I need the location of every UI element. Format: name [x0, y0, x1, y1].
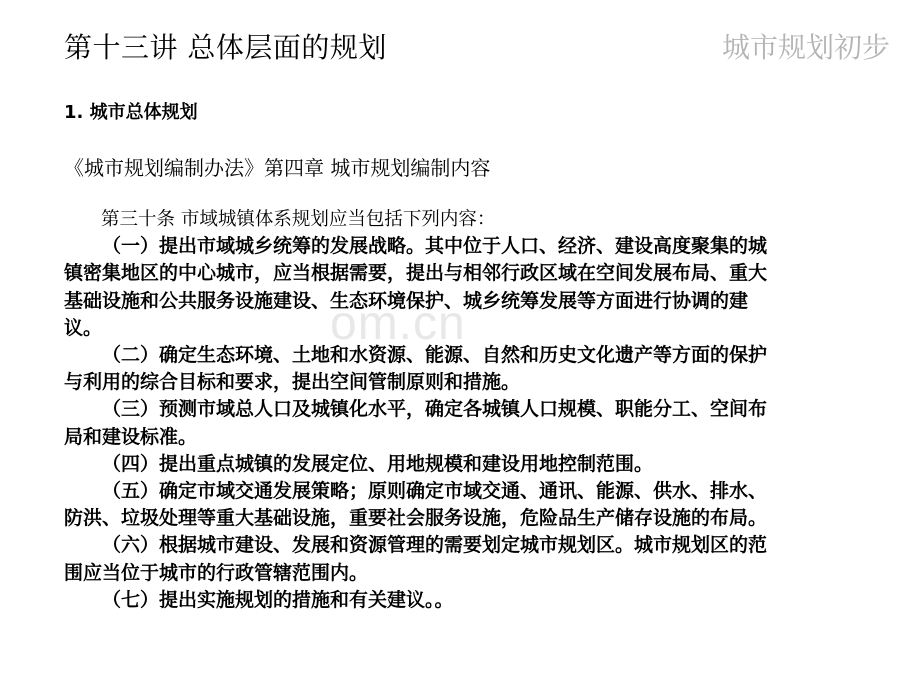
watermark: om.cn	[330, 297, 466, 350]
article-body	[64, 206, 776, 614]
course-label: 城市规划初步	[721, 31, 890, 64]
section-heading: 1. 城市总体规划	[64, 102, 198, 123]
article-item-5: （五）确定市域交通发展策略；原则确定市域交通、通讯、能源、供水、排水、防洪、垃圾处理等重大基础设施，重要社会服务设施，危险品生产储存设施的布局。	[64, 480, 768, 530]
article-item-4: （四）提出重点城镇的发展定位、用地规模和建设用地控制范围。	[102, 452, 654, 475]
article-item-1: （一）提出市域城乡统筹的发展战略。其中位于人口、经济、建设高度聚集的城镇密集地区的中心城市，应当根据需要，提出与相邻行政区域在空间发展布局、重大基础设施和公共服务设施建设、生态环境保护、城乡统筹发展等方面进行协调的建议。	[64, 235, 768, 339]
article-item-7: （七）提出实施规划的措施和有关建议。。	[102, 588, 454, 611]
article-item-2: （二）确定生态环境、土地和水资源、能源、自然和历史文化遗产等方面的保护与利用的综合目标和要求，提出空间管制原则和措施。	[64, 344, 768, 394]
article-item-3: （三）预测市域总人口及城镇化水平，确定各城镇人口规模、职能分工、空间布局和建设标准。	[64, 398, 768, 448]
slide-title: 第十三讲 总体层面的规划	[64, 31, 387, 64]
article-item-6: （六）根据城市建设、发展和资源管理的需要划定城市规划区。城市规划区的范围应当位于城市的行政管辖范围内。	[64, 534, 768, 584]
source-citation: 《城市规划编制办法》第四章 城市规划编制内容	[64, 156, 491, 180]
article-title: 第三十条 市域城镇体系规划应当包括下列内容：	[101, 209, 496, 230]
